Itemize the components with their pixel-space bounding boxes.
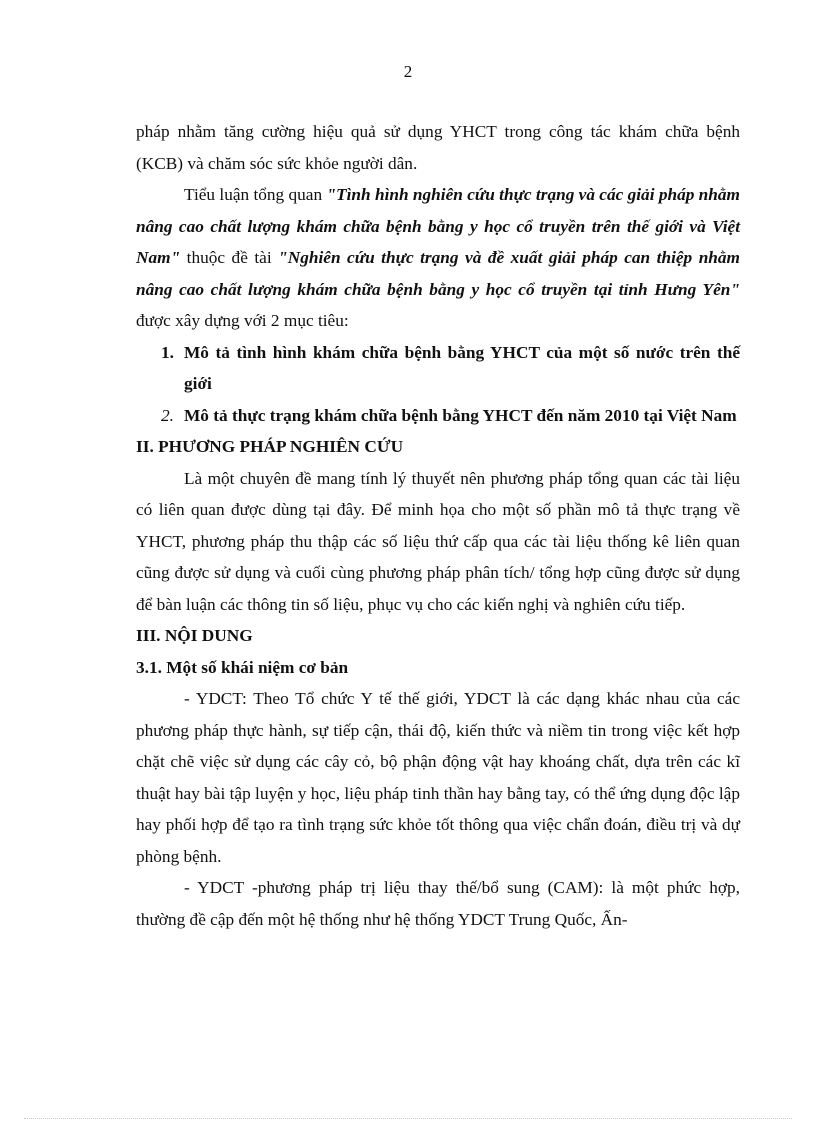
paragraph-cam-definition: - YDCT -phương pháp trị liệu thay thế/bổ sung (CAM): là một phức hợp, thường đề cập đến một hệ thống như hệ thống YDCT Trung Quốc, Ấn-	[136, 878, 740, 929]
topic-connector-text: thuộc đề tài	[180, 248, 279, 267]
objective-marker-1: 1.	[161, 342, 174, 362]
page-bottom-divider	[24, 1118, 792, 1119]
topic-title: "Nghiên cứu thực trạng và đề xuất giải pháp can thiệp nhằm nâng cao chất lượng khám chữa bệnh bằng y học cổ truyền tại tỉnh Hưng Yên"	[136, 248, 740, 299]
objectives-lead-text: được xây dựng với 2 mục tiêu:	[136, 311, 349, 330]
paragraph-essay-description	[136, 179, 740, 337]
essay-title: "Tình hình nghiên cứu thực trạng và các giải pháp nhằm nâng cao chất lượng khám chữa bệnh bằng y học cổ truyền trên thế giới và Việt Nam"	[136, 185, 740, 267]
paragraph-intro-continued: pháp nhằm tăng cường hiệu quả sử dụng YHCT trong công tác khám chữa bệnh (KCB) và chăm sóc sức khỏe người dân.	[136, 122, 740, 173]
section-heading-content: III. NỘI DUNG	[136, 626, 253, 645]
objective-marker-2: 2.	[161, 405, 174, 425]
section-heading-methods: II. PHƯƠNG PHÁP NGHIÊN CỨU	[136, 437, 404, 456]
page-number: 2	[403, 62, 413, 81]
paragraph-ydct-definition: - YDCT: Theo Tổ chức Y tế thế giới, YDCT là các dạng khác nhau của các phương pháp thực hành, sự tiếp cận, thái độ, kiến thức và niềm tin trong việc kết hợp chặt chẽ việc sử dụng các cây cỏ, bộ phận động vật hay khoáng chất, dựa trên các kĩ thuật hay bài tập luyện y học, liệu pháp tinh thần hay bằng tay, có thể ứng dụng độc lập hay phối hợp để tạo ra tình trạng sức khỏe tốt thông qua việc chẩn đoán, điều trị và dự phòng bệnh.	[136, 689, 740, 866]
document-body	[136, 116, 740, 935]
objective-item-2	[136, 400, 740, 432]
objective-item-1	[136, 337, 740, 400]
objective-text-1: Mô tả tình hình khám chữa bệnh bằng YHCT của một số nước trên thế giới	[184, 342, 740, 393]
paragraph-methods: Là một chuyên đề mang tính lý thuyết nên phương pháp tổng quan các tài liệu có liên quan được dùng tại đây. Để minh họa cho một số phần mô tả thực trạng về YHCT, phương pháp thu thập các số liệu thứ cấp qua các tài liệu thống kê liên quan cũng được sử dụng và cuối cùng phương pháp phân tích/ tổng hợp cũng được sử dụng để bàn luận các thông tin số liệu, phục vụ cho các kiến nghị và nghiên cứu tiếp.	[136, 468, 740, 614]
essay-intro-text: Tiểu luận tổng quan	[184, 185, 327, 204]
subsection-heading-concepts: 3.1. Một số khái niệm cơ bản	[136, 657, 349, 677]
objective-text-2: Mô tả thực trạng khám chữa bệnh bằng YHCT đến năm 2010 tại Việt Nam	[184, 405, 737, 425]
